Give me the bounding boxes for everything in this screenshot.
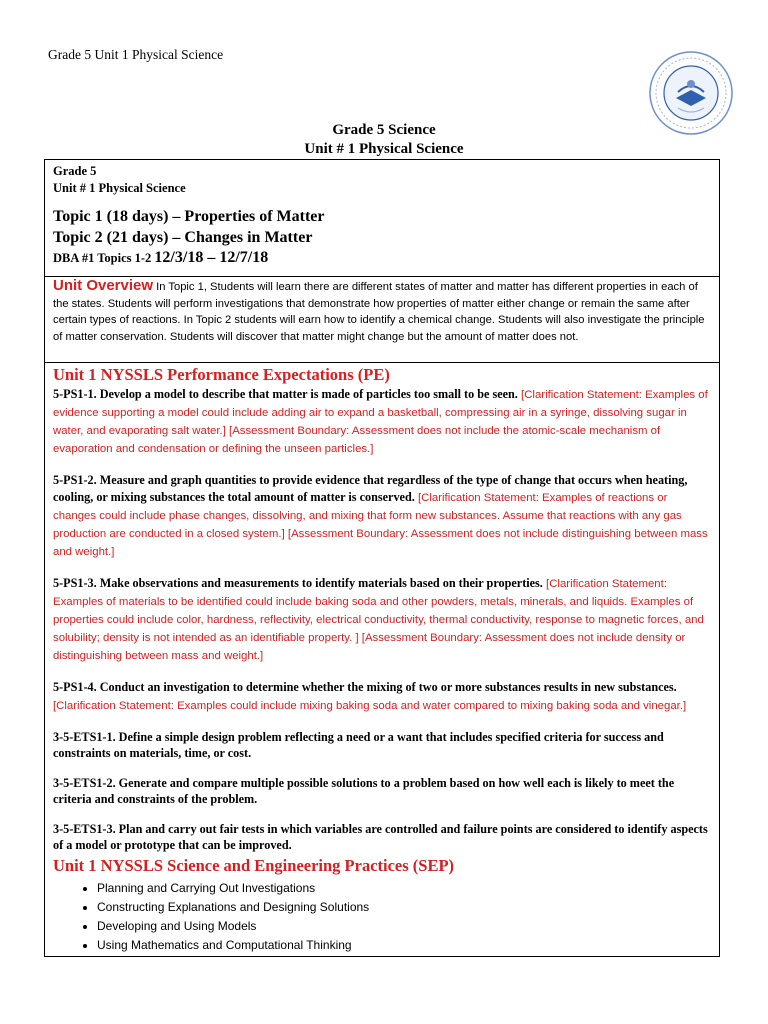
document-title: [0, 121, 768, 159]
standard-clarification: [Clarification Statement: Examples of reactions or changes could include phase changes, dissolving, and mixing that form new substances. Assume that reactions with any gas production are conducted in a closed system.] [Assessment Boundary: Assessment does not include distinguishing between mass and weight.]: [53, 492, 708, 558]
standard-5-ps1-1: [53, 386, 711, 458]
standard-statement: 5-PS1-1. Develop a model to describe that matter is made of particles too small to be seen.: [53, 387, 518, 401]
standard-5-ps1-2: [53, 472, 711, 561]
standard-statement: 5-PS1-4. Conduct an investigation to determine whether the mixing of two or more substances results in new substances.: [53, 680, 677, 694]
unit-overview-paragraph: [53, 278, 711, 345]
list-item: • Constructing Explanations and Designing Solutions: [97, 898, 711, 917]
dba-dates: 12/3/18 – 12/7/18: [154, 249, 269, 266]
standard-3-5-ets1-1: 3-5-ETS1-1. Define a simple design problem reflecting a need or a want that includes specified criteria for success and constraints on materials, time, or cost.: [53, 730, 664, 760]
dba-line: [53, 248, 711, 268]
standard-3-5-ets1-3: 3-5-ETS1-3. Plan and carry out fair tests in which variables are controlled and failure points are considered to identify aspects of a model or prototype that can be improved.: [53, 822, 708, 852]
standard-clarification: [Clarification Statement: Examples could include mixing baking soda and water compared to mixing baking soda and vinegar.]: [53, 700, 687, 712]
list-item: • Using Mathematics and Computational Thinking: [97, 936, 711, 955]
standard-3-5-ets1-2: 3-5-ETS1-2. Generate and compare multiple possible solutions to a problem based on how well each is likely to meet the criteria and constraints of the problem.: [53, 776, 675, 806]
pe-heading: Unit 1 NYSSLS Performance Expectations (PE): [53, 365, 390, 384]
unit-overview-box: [44, 276, 720, 363]
title-line-2: Unit # 1 Physical Science: [304, 141, 464, 157]
standard-5-ps1-4: [53, 679, 711, 715]
unit-label: Unit # 1 Physical Science: [53, 181, 186, 195]
list-item: • Developing and Using Models: [97, 917, 711, 936]
standard-statement: 5-PS1-3. Make observations and measurements to identify materials based on their properties.: [53, 576, 543, 590]
standard-clarification: [Clarification Statement: Examples of materials to be identified could include baking soda and other powders, metals, minerals, and liquids. Examples of properties could include color, hardness, reflectivity, electrical conductivity, thermal conductivity, response to magnetic forces, and solubility; density is not intended as an identifiable property. ] [Assessment Boundary: Assessment does not include density or distinguishing between mass and weight.]: [53, 578, 704, 662]
standard-clarification: [Clarification Statement: Examples of evidence supporting a model could include adding air to expand a basketball, compressing air in a syringe, dissolving sugar in water, and evaporating salt water.] [Assessment Boundary: Assessment does not include the atomic-scale mechanism of evaporation and condensation or defining the unseen particles.]: [53, 389, 708, 455]
unit-info-box: [44, 159, 720, 277]
topic-1: Topic 1 (18 days) – Properties of Matter: [53, 208, 325, 225]
list-item: • Planning and Carrying Out Investigations: [97, 879, 711, 898]
sep-list: [53, 879, 711, 955]
standard-statement: 5-PS1-2. Measure and graph quantities to provide evidence that regardless of the type of change that occurs when heating, cooling, or mixing substances the total amount of matter is conserved.: [53, 473, 688, 504]
page-header-text: Grade 5 Unit 1 Physical Science: [48, 47, 224, 62]
unit-overview-text: In Topic 1, Students will learn there are different states of matter and matter has different properties in each of the states. Students will perform investigations that demonstrate how properties of matter either change or remain the same after certain types of reactions. In Topic 2 students will earn how to identify a chemical change. Students will also investigate the principle of matter conservation. Students will discover that matter might change but the amount of matter does not.: [53, 281, 705, 343]
title-line-1: Grade 5 Science: [332, 122, 436, 138]
performance-expectations-box: [44, 362, 720, 957]
topic-2: Topic 2 (21 days) – Changes in Matter: [53, 229, 313, 246]
standard-5-ps1-3: [53, 575, 711, 665]
sep-heading: Unit 1 NYSSLS Science and Engineering Practices (SEP): [53, 856, 455, 875]
dba-prefix: DBA #1 Topics 1-2: [53, 251, 155, 265]
grade-label: Grade 5: [53, 164, 97, 178]
unit-overview-heading: Unit Overview: [53, 277, 154, 294]
